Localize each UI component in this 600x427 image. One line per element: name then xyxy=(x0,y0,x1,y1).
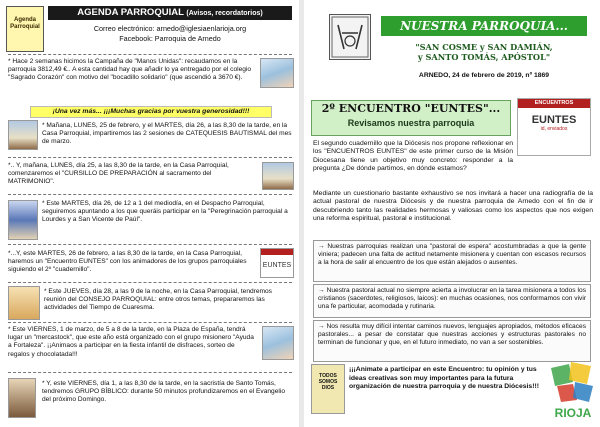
agenda-subtitle: (Avisos, recordatorios) xyxy=(186,10,263,17)
wedding-photo xyxy=(262,162,294,190)
notice-grupo-biblico: * Y, este VIERNES, día 1, a las 8,30 de la tarde, en la sacristía de Santo Tomás, tendremos GRUPO BÍBLICO: durante 50 minutos profundizaremos en el Evangelio del próximo Domingo. xyxy=(42,380,285,404)
notice-peregrinacion: * Este MARTES, día 26, de 12 a 1 del mediodía, en el Despacho Parroquial, seguiremos apuntando a los que queráis participar en la "Peregrinación parroquial a Lourdes y a San Vicente de Paúl". xyxy=(42,200,288,224)
notice-mercastock: * Este VIERNES, 1 de marzo, de 5 a 8 de la tarde, en la Plaza de España, tendrá lugar un "mercastock", que este año está organizado con el grupo misionero "Ayuda a Fortaleza". ¡¡Animaos a participar en la fiesta infantil de disfraces, sorteo de regalos y chocolatada!!! xyxy=(8,326,254,358)
separator xyxy=(8,244,292,245)
svg-text:EUNTES: EUNTES xyxy=(262,262,292,269)
notice-matrimonio: *.. Y, mañana, LUNES, día 25, a las 8,30 de la tarde, en la Casa Parroquial, comenzaremos el "CURSILLO DE PREPARACIÓN al sacramento del MATRIMONIO". xyxy=(8,162,229,186)
euntes-poster-subtitle: id, enviados xyxy=(540,126,568,132)
separator xyxy=(8,372,292,373)
euntes-poster-header: ENCUENTROS xyxy=(518,99,590,108)
bible-group-photo xyxy=(8,378,36,418)
euntes-poster-title: EUNTES xyxy=(531,114,577,126)
issue-date: ARNEDO, 24 de febrero de 2019, nº 1869 xyxy=(418,72,550,79)
parish-name xyxy=(381,42,587,62)
section-heading xyxy=(311,100,511,136)
mercastock-photo xyxy=(262,326,294,360)
parish-name-line-2: y SANTO TOMÁS, APÓSTOL" xyxy=(417,52,551,62)
euntes-thumbnail xyxy=(260,248,294,278)
agenda-title-bar xyxy=(48,6,292,20)
notice-consejo: * Este JUEVES, día 28, a las 9 de la noche, en la Casa Parroquial, tendremos reunión del CONSEJO PARROQUIAL: entre otros temas, prepararemos las actividades del Tiempo de Cuaresma. xyxy=(44,288,272,312)
consejo-photo xyxy=(8,286,40,320)
newsletter-title: NUESTRA PARROQUIA... xyxy=(381,16,587,36)
rioja-text: RIOJA xyxy=(554,406,592,420)
parish-logo xyxy=(329,14,371,60)
point-pastoral-espera: → Nuestras parroquias realizan una "pastoral de espera" acostumbradas a que la gente viniera; padecen una falta de actitud netamente misionera y cuentan con escasos recursos a la hora de salir al encuentro de los que están alejados o ausentes. xyxy=(313,240,591,282)
lourdes-photo xyxy=(8,200,38,240)
section-subtitle: Revisamos nuestra parroquia xyxy=(347,118,475,128)
separator xyxy=(8,54,292,55)
thanks-highlight: ¡Una vez más... ¡¡¡Muchas gracias por vuestra generosidad!!! xyxy=(30,106,272,118)
parish-header xyxy=(309,6,595,94)
call-to-action: ¡¡¡Animate a participar en este Encuentro: tu opinión y tus ideas creativas son muy importantes para la futura organización de nuestra parroquia y de nuestra Diócesis!!! xyxy=(349,366,539,391)
facebook-line[interactable]: Facebook: Parroquia de Arnedo xyxy=(119,34,221,43)
section-title: 2º ENCUENTRO "EUNTES"... xyxy=(321,102,501,115)
notice-catequesis: * Mañana, LUNES, 25 de febrero, y el MARTES, día 26, a las 8,30 de la tarde, en la Casa Parroquial, impartiremos las 2 sesiones de CATEQUESIS BAUTISMAL del mes de marzo. xyxy=(42,122,292,146)
separator xyxy=(8,282,292,283)
point-tarea-misionera: → Nuestra pastoral actual no siempre acierta a involucrar en la tarea misionera a todos los cristianos (sacerdotes, religiosos, laicos): en muchas ocasiones, nos conformamos con vivir una fe particular, acomodada y rutinaria. xyxy=(313,284,591,318)
parish-name-line-1: "SAN COSME y SAN DAMIÁN, xyxy=(415,42,553,52)
todos-somos-dios-logo: TODOS SOMOS DIOS xyxy=(311,364,345,414)
agenda-logo: Agenda Parroquial xyxy=(6,6,44,52)
manos-unidas-photo xyxy=(260,58,294,88)
notice-euntes: *...Y, este MARTES, 26 de febrero, a las 8,30 de la tarde, en la Casa Parroquial, haremos un "Encuentro EUNTES" con los animadores de los grupos parroquiales siguiendo el 2º "cuadernillo". xyxy=(8,250,247,274)
separator xyxy=(8,157,292,158)
email-line[interactable]: Correo electrónico: arnedo@iglesiaenlarioja.org xyxy=(93,24,247,33)
rioja-watermark xyxy=(543,360,600,422)
questionnaire-paragraph: Mediante un cuestionario bastante exhaustivo se nos invitará a hacer una radiografía de la actual pastoral de nuestra Diócesis y de nuestra parroquia de Arnedo con el fin de ir descubriendo tanto las realidades hermosas y valiosas como los aspectos que nos exigen una reforma espiritual, pastoral e institucional. xyxy=(313,190,593,223)
agenda-title: AGENDA PARROQUIAL xyxy=(77,7,184,18)
notice-manos-unidas: * Hace 2 semanas hicimos la Campaña de "Manos Unidas": recaudamos en la parroquia 3812,49 €.. A esta cantidad hay que añadir lo ya entregado por el colegio "Sagrado Corazón" con motivo del "bocadillo solidario" (que ascendió a 3670 €). xyxy=(8,58,252,82)
right-page xyxy=(303,0,600,427)
euntes-poster xyxy=(517,98,591,156)
separator xyxy=(8,322,292,323)
parish-emblem-icon xyxy=(330,15,370,59)
separator xyxy=(8,194,292,195)
baptism-photo xyxy=(8,120,38,150)
point-caminos-nuevos: → Nos resulta muy difícil intentar caminos nuevos, lenguajes apropiados, métodos eficaces pastorales... a pesar de constatar que nuestras acciones y estructuras pastorales no terminan de funcionar y que, en el futuro inmediato, no van a ser sostenibles. xyxy=(313,320,591,362)
intro-paragraph: El segundo cuadernillo que la Diócesis nos propone reflexionar en los "ENCUENTROS EUNTES" de este primer curso de la Misión Diocesana tiene un objetivo muy concreto: responder a la pregunta ¿De dónde partimos, en dónde estamos? xyxy=(313,140,513,173)
